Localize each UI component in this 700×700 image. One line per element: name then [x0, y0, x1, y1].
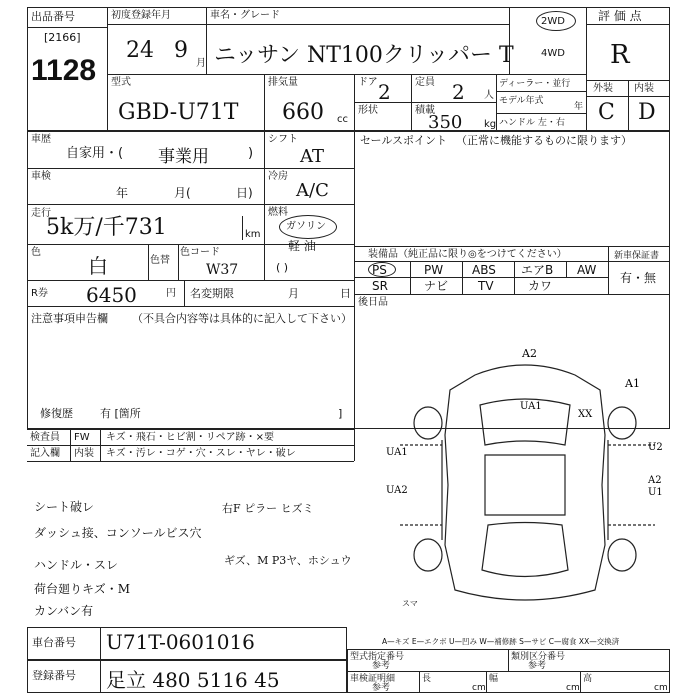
drive-4wd: 4WD: [541, 48, 565, 59]
displacement-value: 660: [282, 100, 324, 125]
inspection-label: 車検: [31, 171, 51, 182]
displacement-label: 排気量: [268, 77, 298, 88]
model-year-label: モデル年式: [499, 96, 544, 106]
score-value: R: [610, 40, 630, 70]
exterior-label: 外装: [593, 83, 613, 94]
name-change-label: 名変期限: [190, 287, 234, 300]
note-line-5: カンバン有: [34, 604, 94, 618]
interior-items: キズ・汚レ・コゲ・穴・スレ・ヤレ・破レ: [106, 448, 296, 459]
drive-2wd: 2WD: [541, 16, 565, 27]
fw-label: FW: [74, 432, 90, 443]
history-label: 車歴: [31, 134, 51, 145]
equip-aw: AW: [577, 263, 597, 277]
color-label: 色: [31, 247, 41, 258]
doors-value: 2: [378, 80, 391, 104]
doors-label: ドア: [358, 77, 378, 88]
car-name-label: 車名・グレード: [210, 10, 280, 21]
attention-note: （不具合内容等は具体的に記入して下さい）: [132, 312, 352, 325]
name-change-day: 日: [340, 287, 351, 300]
name-change-month: 月: [288, 287, 299, 300]
score-label: 評 価 点: [598, 9, 642, 23]
capacity-unit: 人: [484, 90, 494, 101]
type-spec-ref: 参考: [372, 661, 391, 671]
interior-value: D: [638, 100, 656, 125]
color-value: 白: [88, 254, 108, 278]
height-unit: cm: [654, 683, 668, 693]
sales-note: （正常に機能するものに限ります）: [456, 134, 632, 147]
note-line-3: ハンドル・スレ: [34, 558, 119, 572]
load-unit: kg: [484, 119, 497, 130]
ac-label: 冷房: [268, 171, 288, 182]
diagram-small-label: スマ: [402, 599, 418, 608]
recycle-value: 6450: [86, 283, 137, 307]
equip-tv: TV: [478, 279, 494, 293]
mileage-value: 5k万/千731: [46, 215, 167, 240]
reg-label: 登録番号: [32, 669, 76, 682]
month-unit: 月: [196, 58, 206, 69]
lot-number: 1128: [31, 54, 97, 87]
inspection-month: 月(: [174, 186, 191, 200]
model-label: 型式: [111, 77, 131, 88]
diagram-label-u2: U2: [648, 442, 663, 453]
history-close: ): [248, 146, 254, 161]
interior-label: 内装: [634, 83, 654, 94]
diagram-label-xx: XX: [578, 409, 593, 420]
lot-code: [2166]: [44, 31, 81, 44]
dealer-label: ディーラー・並行: [499, 79, 571, 89]
handle-label: ハンドル 左・右: [499, 118, 565, 128]
type-spec-label: 型式指定番号: [350, 652, 405, 662]
repaint-label: 色替: [150, 255, 170, 266]
diagram-label-a2-top: A2: [522, 347, 537, 360]
first-reg-year: 24: [126, 38, 154, 63]
class-label: 類別区分番号: [511, 652, 566, 662]
record-label: 記入欄: [30, 448, 60, 459]
year-unit: 年: [574, 102, 584, 112]
displacement-unit: cc: [337, 114, 348, 125]
inspector-label: 検査員: [30, 432, 60, 443]
chassis-value: U71T-0601016: [106, 630, 255, 654]
width-unit: cm: [566, 683, 580, 693]
diagram-legend: A—キズ E—エクボ U—凹み W—補修跡 S—サビ C—腐食 XX—交換済: [382, 637, 620, 646]
car-name: ニッサン NT100クリッパー T: [214, 43, 514, 68]
load-label: 積載: [415, 105, 435, 116]
color-code-label: 色コード: [180, 247, 220, 258]
equip-pw: PW: [424, 263, 444, 277]
warranty-value: 有・無: [620, 271, 657, 285]
length-label: 長: [422, 674, 432, 684]
equip-leather: カワ: [528, 279, 553, 293]
load-value: 350: [428, 112, 463, 133]
attention-label: 注意事項申告欄: [31, 312, 108, 325]
shape-label: 形状: [358, 105, 378, 116]
width-label: 幅: [489, 674, 499, 684]
diagram-label-ua1-top: UA1: [520, 401, 542, 412]
diagram-label-a2-right: A2: [648, 475, 662, 486]
repair-close: ]: [338, 407, 343, 420]
cert-label: 車検証明細: [350, 674, 396, 684]
equip-ps: PS: [372, 263, 387, 277]
height-label: 高: [583, 674, 593, 684]
capacity-label: 定員: [415, 77, 435, 88]
equip-sr: SR: [372, 279, 388, 293]
recycle-label: R券: [31, 288, 48, 299]
model-value: GBD-U71T: [118, 100, 239, 125]
equip-abs: ABS: [472, 263, 496, 277]
warranty-label: 新車保証書: [614, 251, 660, 261]
ac-value: A/C: [296, 180, 329, 201]
yen-unit: 円: [166, 288, 176, 299]
shift-value: AT: [300, 146, 325, 167]
exterior-value: C: [598, 100, 615, 125]
reg-value: 足立 480 5116 45: [106, 668, 280, 692]
repair-label: 修復歴: [40, 407, 73, 420]
history-options: 自家用・(: [66, 146, 124, 161]
fuel-gas: ガソリン: [286, 221, 326, 232]
history-value: 事業用: [158, 147, 209, 167]
fuel-paren: ( ): [276, 261, 289, 274]
inspection-year: 年: [116, 186, 129, 200]
cert-ref: 参考: [372, 683, 391, 693]
km-unit: km: [245, 229, 261, 240]
note-line-2: ダッシュ接、コンソールビス穴: [34, 526, 202, 540]
repair-value: 有 [箇所: [100, 407, 141, 420]
fw-items: キズ・飛石・ヒビ割・リペア跡・×要: [106, 432, 274, 443]
equip-airbag: エアB: [521, 263, 554, 277]
first-reg-month: 9: [174, 38, 188, 63]
inspection-day: 日): [236, 186, 253, 200]
length-unit: cm: [472, 683, 486, 693]
color-code-value: W37: [206, 262, 239, 278]
note-right-1: 右F ピラー ヒズミ: [222, 502, 314, 515]
fuel-label: 燃料: [268, 207, 288, 218]
note-line-1: シート破レ: [34, 500, 95, 514]
class-ref: 参考: [528, 661, 547, 671]
interior-cat-label: 内装: [74, 448, 94, 459]
post-label: 後日品: [358, 297, 388, 308]
diagram-label-u1: U1: [648, 487, 663, 498]
diagram-label-ua1-left: UA1: [386, 447, 408, 458]
lot-label: 出品番号: [31, 10, 75, 23]
note-right-2: ギズ、M P3ヤ、ホシュウ: [224, 554, 352, 567]
first-reg-label: 初度登録年月: [111, 10, 171, 21]
note-line-4: 荷台廻りキズ・M: [34, 582, 131, 596]
sales-label: セールスポイント: [360, 134, 448, 147]
capacity-value: 2: [452, 80, 465, 104]
mileage-label: 走行: [31, 208, 51, 219]
diagram-label-ua2: UA2: [386, 485, 408, 496]
chassis-label: 車台番号: [32, 636, 76, 649]
equipment-label: 装備品（純正品に限り◎をつけてください）: [368, 249, 567, 260]
car-damage-diagram: [380, 345, 680, 635]
equip-navi: ナビ: [424, 279, 449, 293]
diagram-label-a1-right: A1: [625, 377, 640, 390]
shift-label: シフト: [268, 134, 298, 145]
fuel-diesel: 軽 油: [288, 239, 316, 253]
